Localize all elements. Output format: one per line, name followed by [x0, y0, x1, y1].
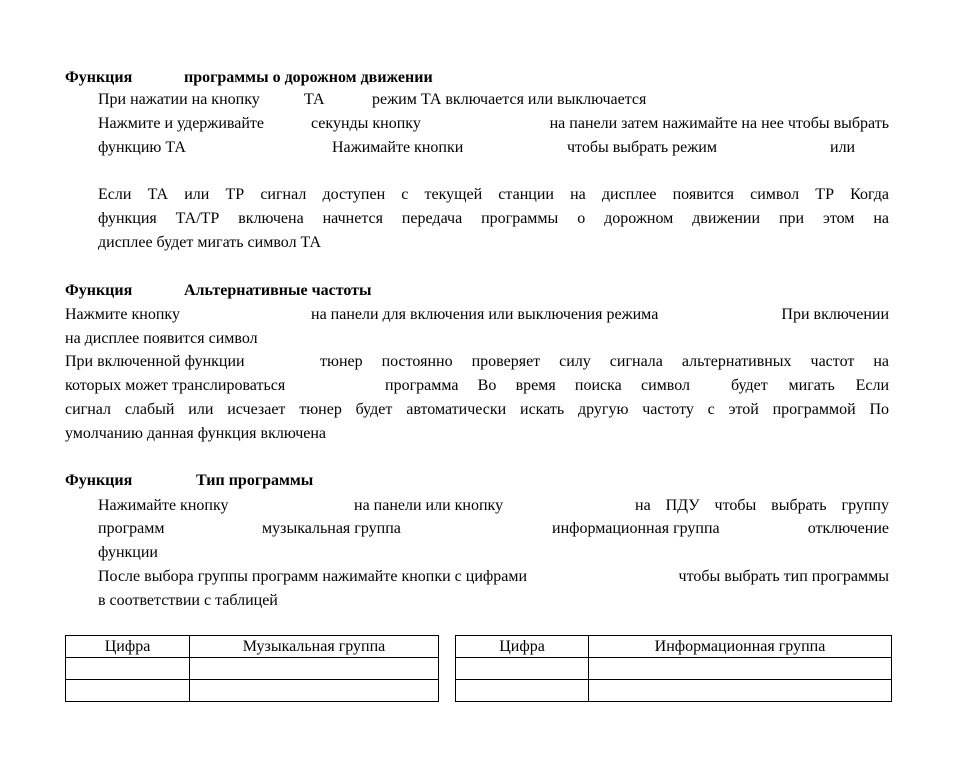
table-header-cell: Информационная группа — [589, 636, 892, 658]
table-header-cell: Музыкальная группа — [190, 636, 439, 658]
table-cell — [190, 680, 439, 702]
ta-line3-b: Нажимайте кнопки — [332, 139, 464, 156]
table-cell — [190, 658, 439, 680]
pty-line1-c: на ПДУ чтобы выбрать группу — [635, 497, 889, 514]
af-line5: сигнал слабый или исчезает тюнер будет автоматически искать другую частоту с этой программой По — [65, 401, 889, 418]
pty-line3: функции — [98, 544, 158, 561]
pty-heading-title: Тип программы — [196, 472, 314, 489]
af-line2: на дисплее появится символ — [65, 330, 258, 347]
af-line1-b: на панели для включения или выключения режима — [311, 306, 659, 323]
ta-line3-c: чтобы выбрать режим — [567, 139, 717, 156]
table-header-cell: Цифра — [66, 636, 190, 658]
pty-line4-a: После выбора группы программ нажимайте кнопки с цифрами — [98, 568, 528, 585]
table-row — [66, 680, 439, 702]
table-header-row — [66, 636, 439, 658]
table-header-row — [456, 636, 892, 658]
af-line4-a: которых может транслироваться — [65, 377, 286, 394]
pty-line2-c: информационная группа — [552, 520, 720, 537]
af-line3-a: При включенной функции — [65, 353, 245, 370]
table-cell — [456, 680, 589, 702]
pty-line2-a: программ — [98, 520, 165, 537]
ta-para2-line3: дисплее будет мигать символ ТА — [98, 234, 322, 251]
af-line1-a: Нажмите кнопку — [65, 306, 180, 323]
af-heading-title: Альтернативные частоты — [184, 282, 372, 299]
ta-para2-line2: функция ТА/ТР включена начнется передача программы о дорожном движении при этом на — [98, 210, 889, 227]
pty-line2-d: отключение — [807, 520, 889, 537]
table-cell — [589, 680, 892, 702]
info-group-table — [455, 635, 892, 702]
table-cell — [456, 658, 589, 680]
ta-line3-a: функцию ТА — [98, 139, 186, 156]
ta-line1-c: режим ТА включается или выключается — [372, 91, 647, 108]
pty-line2-b: музыкальная группа — [262, 520, 401, 537]
ta-heading-title: программы о дорожном движении — [184, 69, 433, 86]
table-header-cell: Цифра — [456, 636, 589, 658]
table-cell — [589, 658, 892, 680]
pty-line5: в соответствии с таблицей — [98, 592, 278, 609]
pty-heading-label: Функция — [65, 472, 133, 489]
af-line6: умолчанию данная функция включена — [65, 425, 326, 442]
ta-line1-a: При нажатии на кнопку — [98, 91, 260, 108]
ta-line1-b: ТА — [304, 91, 325, 108]
pty-line4-b: чтобы выбрать тип программы — [678, 568, 889, 585]
af-line4-b: программа Во время поиска символ — [385, 377, 690, 394]
af-line3-b: тюнер постоянно проверяет силу сигнала альтернативных частот на — [320, 353, 889, 370]
table-cell — [66, 658, 190, 680]
ta-line2-a: Нажмите и удерживайте — [98, 115, 265, 132]
af-heading-label: Функция — [65, 282, 133, 299]
ta-para2-line1: Если ТА или ТР сигнал доступен с текущей станции на дисплее появится символ ТР Когда — [98, 186, 889, 203]
pty-line1-b: на панели или кнопку — [354, 497, 504, 514]
ta-heading-label: Функция — [65, 69, 133, 86]
table-cell — [66, 680, 190, 702]
ta-line3-d: или — [830, 139, 856, 156]
music-group-table — [65, 635, 439, 702]
ta-line2-b: секунды кнопку — [311, 115, 421, 132]
table-row — [456, 680, 892, 702]
ta-line2-c: на панели затем нажимайте на нее чтобы выбрать — [549, 115, 889, 132]
pty-line1-a: Нажимайте кнопку — [98, 497, 229, 514]
table-row — [456, 658, 892, 680]
af-line4-c: будет мигать Если — [731, 377, 889, 394]
table-row — [66, 658, 439, 680]
af-line1-c: При включении — [781, 306, 889, 323]
